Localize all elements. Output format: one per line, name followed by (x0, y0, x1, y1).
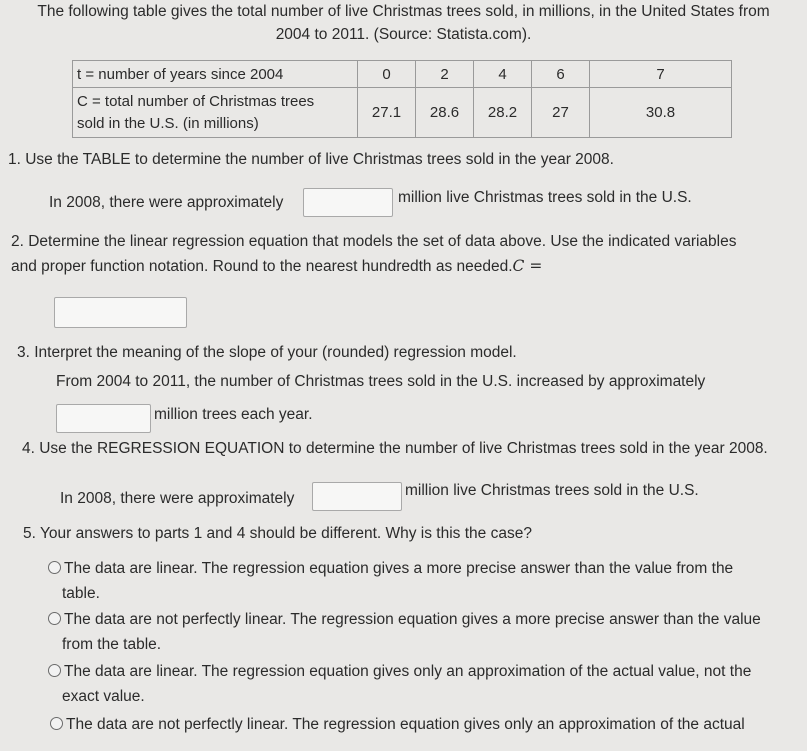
q5-option-3[interactable] (48, 659, 751, 709)
q1-answer-prefix: In 2008, there were approximately (49, 194, 284, 211)
q3-answer-prefix: From 2004 to 2011, the number of Christmas trees sold in the U.S. increased by approximately (56, 373, 706, 390)
q2-prompt-line-1: 2. Determine the linear regression equation that models the set of data above. Use the indicated variables (11, 233, 737, 250)
intro-line-1: The following table gives the total number of live Christmas trees sold, in millions, in the United States from (37, 3, 770, 20)
intro-line-2: 2004 to 2011. (Source: Statista.com). (275, 26, 532, 43)
q5-option-2-line-1: The data are not perfectly linear. The regression equation gives a more precise answer than the value (64, 611, 761, 628)
q1-answer-suffix: million live Christmas trees sold in the U.S. (398, 189, 692, 206)
table-cell: 0 (358, 61, 416, 88)
row-label-c-line-2: sold in the U.S. (in millions) (77, 114, 259, 132)
q4-answer-prefix: In 2008, there were approximately (60, 490, 295, 507)
q4-prompt: 4. Use the REGRESSION EQUATION to determine the number of live Christmas trees sold in the year 2008. (22, 440, 768, 457)
q2-prompt-line-2-text: and proper function notation. Round to the nearest hundredth as needed. (11, 258, 513, 275)
table-cell: 30.8 (590, 88, 732, 138)
table-cell: 27 (532, 88, 590, 138)
table-cell: 7 (590, 61, 732, 88)
table-row-t (73, 61, 732, 88)
q2-equation-var: C = (512, 257, 543, 275)
q5-option-4[interactable] (50, 712, 745, 737)
q5-option-4-line-1: The data are not perfectly linear. The regression equation gives only an approximation of the actual (66, 716, 745, 733)
q5-option-2-line-2: from the table. (62, 636, 162, 653)
radio-button[interactable] (48, 612, 61, 625)
table-row-c (73, 88, 732, 138)
table-cell: 28.6 (416, 88, 474, 138)
table-cell: 2 (416, 61, 474, 88)
radio-button[interactable] (48, 664, 61, 677)
q2-prompt-line-2 (11, 254, 737, 279)
data-table (72, 60, 732, 138)
q1-prompt: 1. Use the TABLE to determine the number of live Christmas trees sold in the year 2008. (8, 151, 614, 168)
table-cell: 6 (532, 61, 590, 88)
q5-option-3-line-2: exact value. (62, 688, 145, 705)
table-cell: 4 (474, 61, 532, 88)
radio-button[interactable] (50, 717, 63, 730)
q5-option-1-line-2: table. (62, 585, 100, 602)
q5-prompt: 5. Your answers to parts 1 and 4 should be different. Why is this the case? (23, 525, 532, 542)
row-label-t: t = number of years since 2004 (73, 61, 358, 88)
q5-option-1-line-1: The data are linear. The regression equation gives a more precise answer than the value from the (64, 560, 734, 577)
radio-button[interactable] (48, 561, 61, 574)
row-label-c-line-1: C = total number of Christmas trees (77, 92, 315, 110)
table-cell: 28.2 (474, 88, 532, 138)
q5-option-3-line-1: The data are linear. The regression equation gives only an approximation of the actual value, not the (64, 663, 752, 680)
q2-prompt (11, 229, 737, 279)
q4-answer-input[interactable] (312, 482, 402, 511)
q3-answer-suffix: million trees each year. (154, 406, 313, 423)
q5-option-1[interactable] (48, 556, 733, 606)
q4-answer-suffix: million live Christmas trees sold in the U.S. (405, 482, 699, 499)
q3-answer-input[interactable] (56, 404, 151, 433)
q2-equation-input[interactable] (54, 297, 187, 328)
row-label-c (73, 88, 358, 138)
q1-answer-input[interactable] (303, 188, 393, 217)
q3-prompt: 3. Interpret the meaning of the slope of your (rounded) regression model. (17, 344, 517, 361)
table-cell: 27.1 (358, 88, 416, 138)
intro-text (0, 0, 807, 46)
q5-option-2[interactable] (48, 607, 761, 657)
